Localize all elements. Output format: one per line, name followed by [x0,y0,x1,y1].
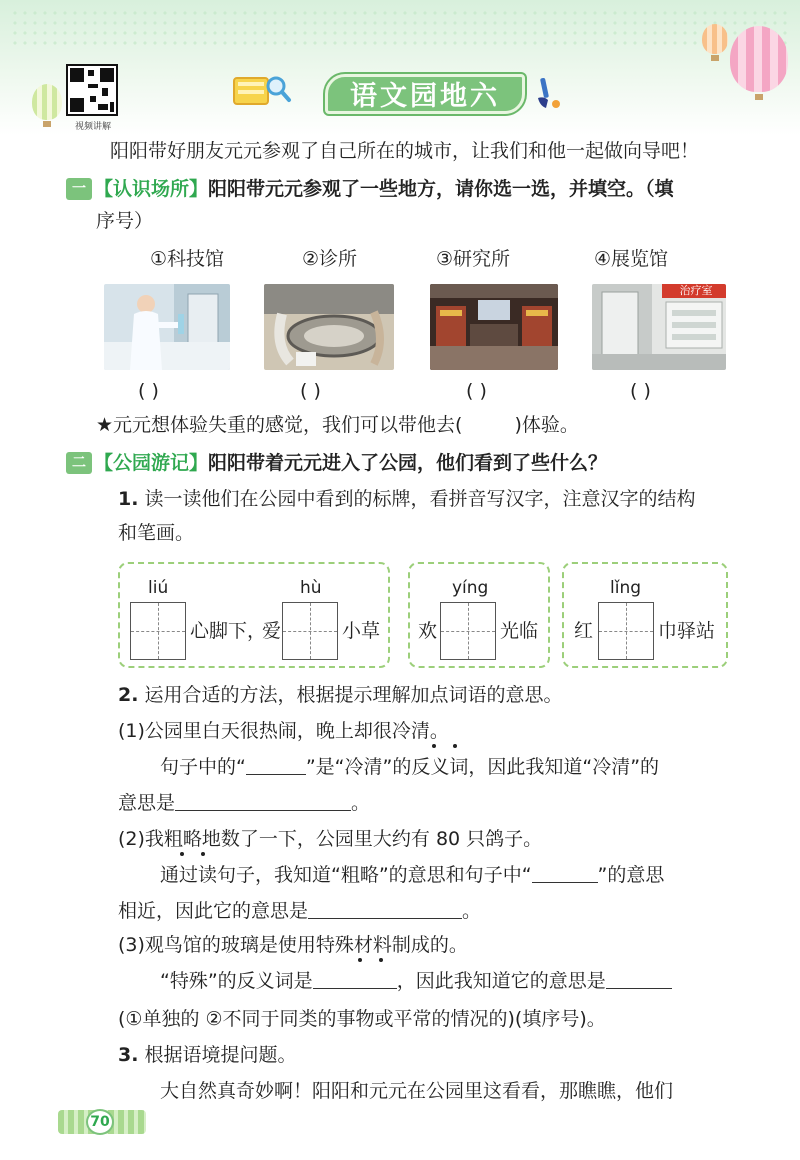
emphasis-dot [379,958,383,962]
q2-p1-blank2[interactable] [175,791,351,811]
answer-blank-3[interactable]: ( ) [466,380,487,402]
star-question-text: ★元元想体验失重的感觉，我们可以带他去( [96,414,463,436]
q2-p3-blank2[interactable] [606,969,672,989]
q2-text [118,680,563,710]
q3-passage: 大自然真奇妙啊！阳阳和元元在公园里这看看，那瞧瞧，他们 [160,1080,674,1102]
q2-p3-line1 [160,966,672,996]
q2-p3-line2: (①单独的 ②不同于同类的事物或平常的情况的)(填序号)。 [118,1008,606,1030]
section1-title: 【认识场所】 [94,178,209,200]
q3-instruction: 根据语境提问题。 [144,1044,297,1066]
q2-p1-line1 [160,752,659,782]
pinyin-ling: lǐng [610,578,642,598]
q1-text-cont: 和笔画。 [118,522,195,544]
qr-code-icon[interactable] [66,64,118,116]
emphasis-dot [358,958,362,962]
brush-icon [534,76,564,110]
q2-p1-line2-text: 意思是 [118,792,176,814]
q2-p2-line1-a: 通过读句子，我知道“粗略”的意思和句子中“ [160,864,532,886]
clinic-sign-text: 治疗室 [679,284,713,297]
section1-heading [94,174,674,204]
q1-text [118,484,696,514]
q1-text-line1: 读一读他们在公园中看到的标牌，看拼音写汉字，注意汉字的结构 [144,488,696,510]
qr-caption: 视频讲解 [74,122,111,132]
writing-grid-ling[interactable] [598,602,654,660]
q2-p1-blank1[interactable] [246,755,306,775]
q2-p2-blank2[interactable] [308,899,462,919]
place-label-science-museum: ①科技馆 [150,248,225,270]
q2-p2-line1 [160,860,664,890]
place-label-exhibition-hall: ④展览馆 [594,248,669,270]
header-dots [10,8,790,48]
page-title: 语文园地六 [325,74,525,114]
q2-p3-line1-b: ，因此我知道它的意思是 [396,970,606,992]
q2-p2-line2-text: 相近，因此它的意思是 [118,900,309,922]
q2-p2-line2-end: 。 [462,900,482,922]
q2-p1-line2-end: 。 [351,792,371,814]
photo-lab-scientist [104,284,230,370]
emphasis-dot [453,744,457,748]
answer-blank-4[interactable]: ( ) [630,380,651,402]
answer-blank-1[interactable]: ( ) [138,380,159,402]
balloon-icon [702,24,728,54]
q2-p3-sentence: (3)观鸟馆的玻璃是使用特殊材料制成的。 [118,934,468,956]
pinyin-liu: liú [148,578,169,598]
emphasis-dot [432,744,436,748]
section2-instruction: 阳阳带着元元进入了公园，他们看到了些什么？ [208,452,608,474]
photo-gyroscope-ride [264,284,394,370]
writing-grid-hu[interactable] [282,602,338,660]
star-question [96,410,579,440]
section1-instruction: 阳阳带元元参观了一些地方，请你选一选，并填空。（填 [208,178,674,200]
q2-p1-line2 [118,788,370,818]
writing-grid-liu[interactable] [130,602,186,660]
sign-text-3-after: 光临 [500,620,539,642]
q2-p1-line1-a: 句子中的“ [160,756,246,778]
answer-blank-2[interactable]: ( ) [300,380,321,402]
pinyin-ying: yíng [452,578,489,598]
balloon-icon [32,84,62,120]
book-magnifier-icon [232,68,292,112]
section1-instruction-cont: 序号） [96,210,154,232]
balloon-basket-icon [711,55,719,61]
writing-grid-ying[interactable] [440,602,496,660]
q2-p2-blank1[interactable] [532,863,598,883]
sign-text-4-before: 红 [574,620,594,642]
sign-text-3-before: 欢 [418,620,438,642]
q1-number: 1. [118,488,139,510]
intro-text: 阳阳带好朋友元元参观了自己所在的城市，让我们和他一起做向导吧！ [110,140,700,162]
q2-p3-line1-a: “特殊”的反义词是 [160,970,313,992]
q2-p2-line2 [118,896,481,926]
q3-text [118,1040,297,1070]
photo-treatment-room [592,284,726,370]
pinyin-hu: hù [300,578,322,598]
sign-text-2-before: 爱 [262,620,282,642]
q2-number: 2. [118,684,139,706]
balloon-basket-icon [43,121,51,127]
sign-text-2-after: 小草 [342,620,381,642]
q3-number: 3. [118,1044,139,1066]
section2-title: 【公园游记】 [94,452,209,474]
place-label-clinic: ②诊所 [302,248,358,270]
section-marker: 二 [66,452,92,474]
q2-p1-line1-b: ”是“冷清”的反义词，因此我知道“冷清”的 [305,756,660,778]
sign-text-4-after: 巾驿站 [658,620,716,642]
balloon-basket-icon [755,94,763,100]
place-label-research-institute: ③研究所 [436,248,511,270]
star-question-end: )体验。 [514,414,579,436]
q2-p2-sentence: (2)我粗略地数了一下，公园里大约有 80 只鸽子。 [118,828,543,850]
emphasis-dot [201,852,205,856]
q2-instruction: 运用合适的方法，根据提示理解加点词语的意思。 [144,684,563,706]
section-marker: 一 [66,178,92,200]
balloon-icon [730,26,788,92]
sign-text-1: 心脚下， [190,620,267,642]
q2-p1-sentence: (1)公园里白天很热闹，晚上却很冷清。 [118,720,449,742]
photo-exhibition-hall [430,284,558,370]
q2-p2-line1-b: ”的意思 [597,864,665,886]
emphasis-dot [180,852,184,856]
page-number: 70 [86,1109,114,1135]
q2-p3-blank1[interactable] [313,969,397,989]
section2-heading [94,448,607,478]
